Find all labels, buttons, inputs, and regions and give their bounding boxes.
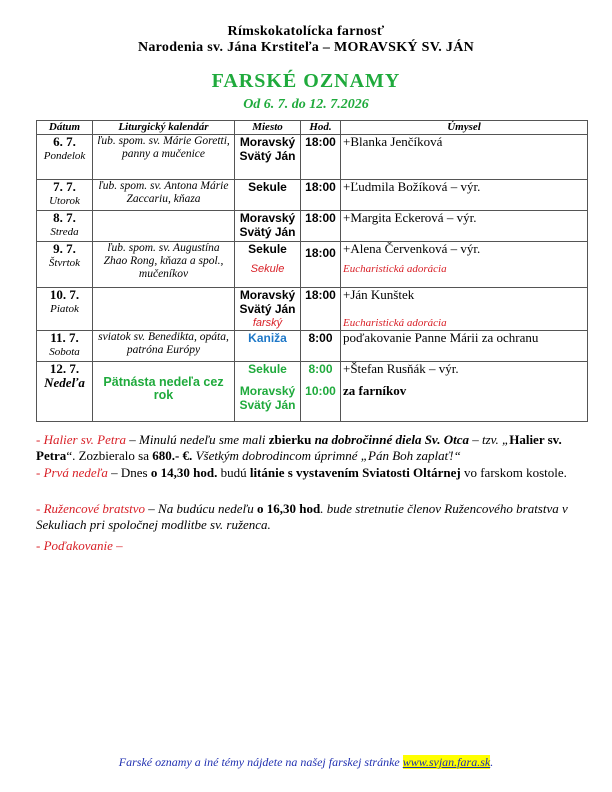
place-primary: Sekule xyxy=(248,362,287,376)
liturgy-cell xyxy=(93,288,235,331)
date-number: 8. 7. xyxy=(53,210,76,225)
note-first-sunday xyxy=(36,465,588,481)
place-primary: Moravský Svätý Ján xyxy=(239,288,296,316)
date-cell xyxy=(37,135,93,180)
note-bold: zbierku xyxy=(268,432,312,447)
website-link[interactable]: www.svjan.fara.sk xyxy=(402,755,491,769)
intention-cell xyxy=(341,288,588,331)
time-cell: 8:00 xyxy=(301,331,341,362)
table-row xyxy=(37,242,588,288)
date-number: 9. 7. xyxy=(53,241,76,256)
note-dash: - xyxy=(36,465,44,480)
note-bold: litánie s vystavením Sviatosti Oltárnej xyxy=(249,465,461,480)
note-text: – Na budúcu nedeľu xyxy=(145,501,258,516)
table-row xyxy=(37,362,588,422)
table-row xyxy=(37,211,588,242)
note-text: budú xyxy=(217,465,250,480)
intention-primary: +Alena Červenková – výr. xyxy=(343,241,481,256)
date-number: 11. 7. xyxy=(50,330,79,345)
col-liturgy: Liturgický kalendár xyxy=(93,121,235,135)
time-cell xyxy=(301,362,341,422)
date-weekday: Utorok xyxy=(49,195,80,207)
page-title: FARSKÉ OZNAMY xyxy=(211,70,401,92)
note-bold: o 14,30 hod. xyxy=(150,465,218,480)
time-cell: 18:00 xyxy=(301,180,341,211)
place-cell: Moravský Svätý Ján xyxy=(235,135,301,180)
time-secondary: 10:00 xyxy=(305,384,336,398)
note-text: – Minulú nedeľu sme mali xyxy=(126,432,269,447)
table-row xyxy=(37,331,588,362)
place-cell: Sekule xyxy=(235,180,301,211)
liturgy-cell: ľub. spom. sv. Augustína Zhao Rong, kňaza a spol., mučeníkov xyxy=(93,242,235,288)
intention-primary: +Ján Kunštek xyxy=(343,287,415,302)
col-date: Dátum xyxy=(37,121,93,135)
place-cell xyxy=(235,288,301,331)
note-thanks xyxy=(36,538,588,554)
col-time: Hod. xyxy=(301,121,341,135)
time-cell: 18:00 xyxy=(301,135,341,180)
date-range: Od 6. 7. do 12. 7.2026 xyxy=(243,97,369,112)
footer-end: . xyxy=(490,755,494,769)
time-cell: 18:00 xyxy=(301,288,341,331)
intention-cell: +Blanka Jenčíková xyxy=(341,135,588,180)
parish-name: Rímskokatolícka farnosť xyxy=(227,24,385,39)
note-text: – xyxy=(112,538,123,553)
intention-secondary: Eucharistická adorácia xyxy=(343,317,447,329)
table-row xyxy=(37,135,588,180)
liturgy-cell xyxy=(93,211,235,242)
place-secondary: Sekule xyxy=(250,263,285,275)
date-number: 7. 7. xyxy=(53,179,76,194)
date-cell xyxy=(37,288,93,331)
date-cell xyxy=(37,362,93,422)
note-text: – Dnes xyxy=(107,465,151,480)
place-secondary: Moravský Svätý Ján xyxy=(239,384,296,412)
liturgy-cell: ľub. spom. sv. Márie Goretti, panny a mučenice xyxy=(93,135,235,180)
intention-secondary: za farníkov xyxy=(343,383,407,398)
time-primary: 18:00 xyxy=(305,246,336,260)
date-number: 6. 7. xyxy=(53,134,76,149)
date-cell xyxy=(37,331,93,362)
note-bold: Halier sv. Petra xyxy=(36,432,562,463)
note-halier xyxy=(36,432,588,464)
place-cell xyxy=(235,362,301,422)
place-cell xyxy=(235,242,301,288)
place-cell: Moravský Svätý Ján xyxy=(235,211,301,242)
note-label: Prvá nedeľa xyxy=(43,465,108,480)
time-cell: 18:00 xyxy=(301,211,341,242)
note-label: Ružencové bratstvo xyxy=(43,501,146,516)
note-bold: 680.- €. xyxy=(152,448,193,463)
note-label: Poďakovanie xyxy=(43,538,113,553)
note-text: – tzv. „ xyxy=(469,432,510,447)
intention-cell xyxy=(341,242,588,288)
intention-cell xyxy=(341,362,588,422)
liturgy-cell: Pätnásta nedeľa cez rok xyxy=(93,362,235,422)
time-cell xyxy=(301,242,341,288)
note-text: “. Zozbieralo sa xyxy=(66,448,153,463)
liturgy-cell: ľub. spom. sv. Antona Márie Zaccariu, kňaza xyxy=(93,180,235,211)
col-intention: Úmysel xyxy=(341,121,588,135)
col-place: Miesto xyxy=(235,121,301,135)
note-rosary xyxy=(36,501,588,533)
note-bold: o 16,30 hod xyxy=(257,501,321,516)
intention-primary: +Štefan Rusňák – výr. xyxy=(343,361,459,376)
note-bold-italic: na dobročinné diela Sv. Otca xyxy=(311,432,469,447)
place-primary: Sekule xyxy=(248,242,287,256)
note-label: Halier sv. Petra xyxy=(43,432,127,447)
note-text: Všetkým dobrodincom úprimné „Pán Boh zaplať!“ xyxy=(192,448,461,463)
place-cell: Kaniža xyxy=(235,331,301,362)
date-number: 10. 7. xyxy=(49,287,80,302)
intention-cell: poďakovanie Panne Márii za ochranu xyxy=(341,331,588,362)
table-header-row xyxy=(37,121,588,135)
parish-subtitle: Narodenia sv. Jána Krstiteľa – MORAVSKÝ SV. JÁN xyxy=(137,40,475,55)
date-weekday: Pondelok xyxy=(43,150,86,162)
time-primary: 8:00 xyxy=(308,362,333,376)
note-dash: - xyxy=(36,538,44,553)
date-weekday: Štvrtok xyxy=(48,257,81,269)
intention-secondary: Eucharistická adorácia xyxy=(343,263,447,275)
intention-cell: +Ľudmila Božíková – výr. xyxy=(341,180,588,211)
date-number: 12. 7. xyxy=(49,361,80,376)
note-text: . bude stretnutie členov Ružencového bratstva v Sekuliach pri spoločnej modlitbe sv. ruženca. xyxy=(36,501,568,532)
place-secondary: farský xyxy=(252,317,283,329)
date-weekday: Sobota xyxy=(49,346,80,358)
table-row xyxy=(37,180,588,211)
date-cell xyxy=(37,180,93,211)
note-dash: - xyxy=(36,501,44,516)
date-weekday: Streda xyxy=(50,226,79,238)
liturgy-cell: sviatok sv. Benedikta, opáta, patróna Európy xyxy=(93,331,235,362)
footer xyxy=(0,755,612,770)
intention-cell: +Margita Eckerová – výr. xyxy=(341,211,588,242)
note-text: vo farskom kostole. xyxy=(460,465,567,480)
note-dash: - xyxy=(36,432,44,447)
date-cell xyxy=(37,211,93,242)
table-row xyxy=(37,288,588,331)
footer-text: Farské oznamy a iné témy nájdete na našej farskej stránke xyxy=(118,755,403,769)
date-cell xyxy=(37,242,93,288)
schedule-table xyxy=(36,120,588,422)
date-weekday: Piatok xyxy=(50,303,79,315)
date-weekday: Nedeľa xyxy=(44,375,85,390)
